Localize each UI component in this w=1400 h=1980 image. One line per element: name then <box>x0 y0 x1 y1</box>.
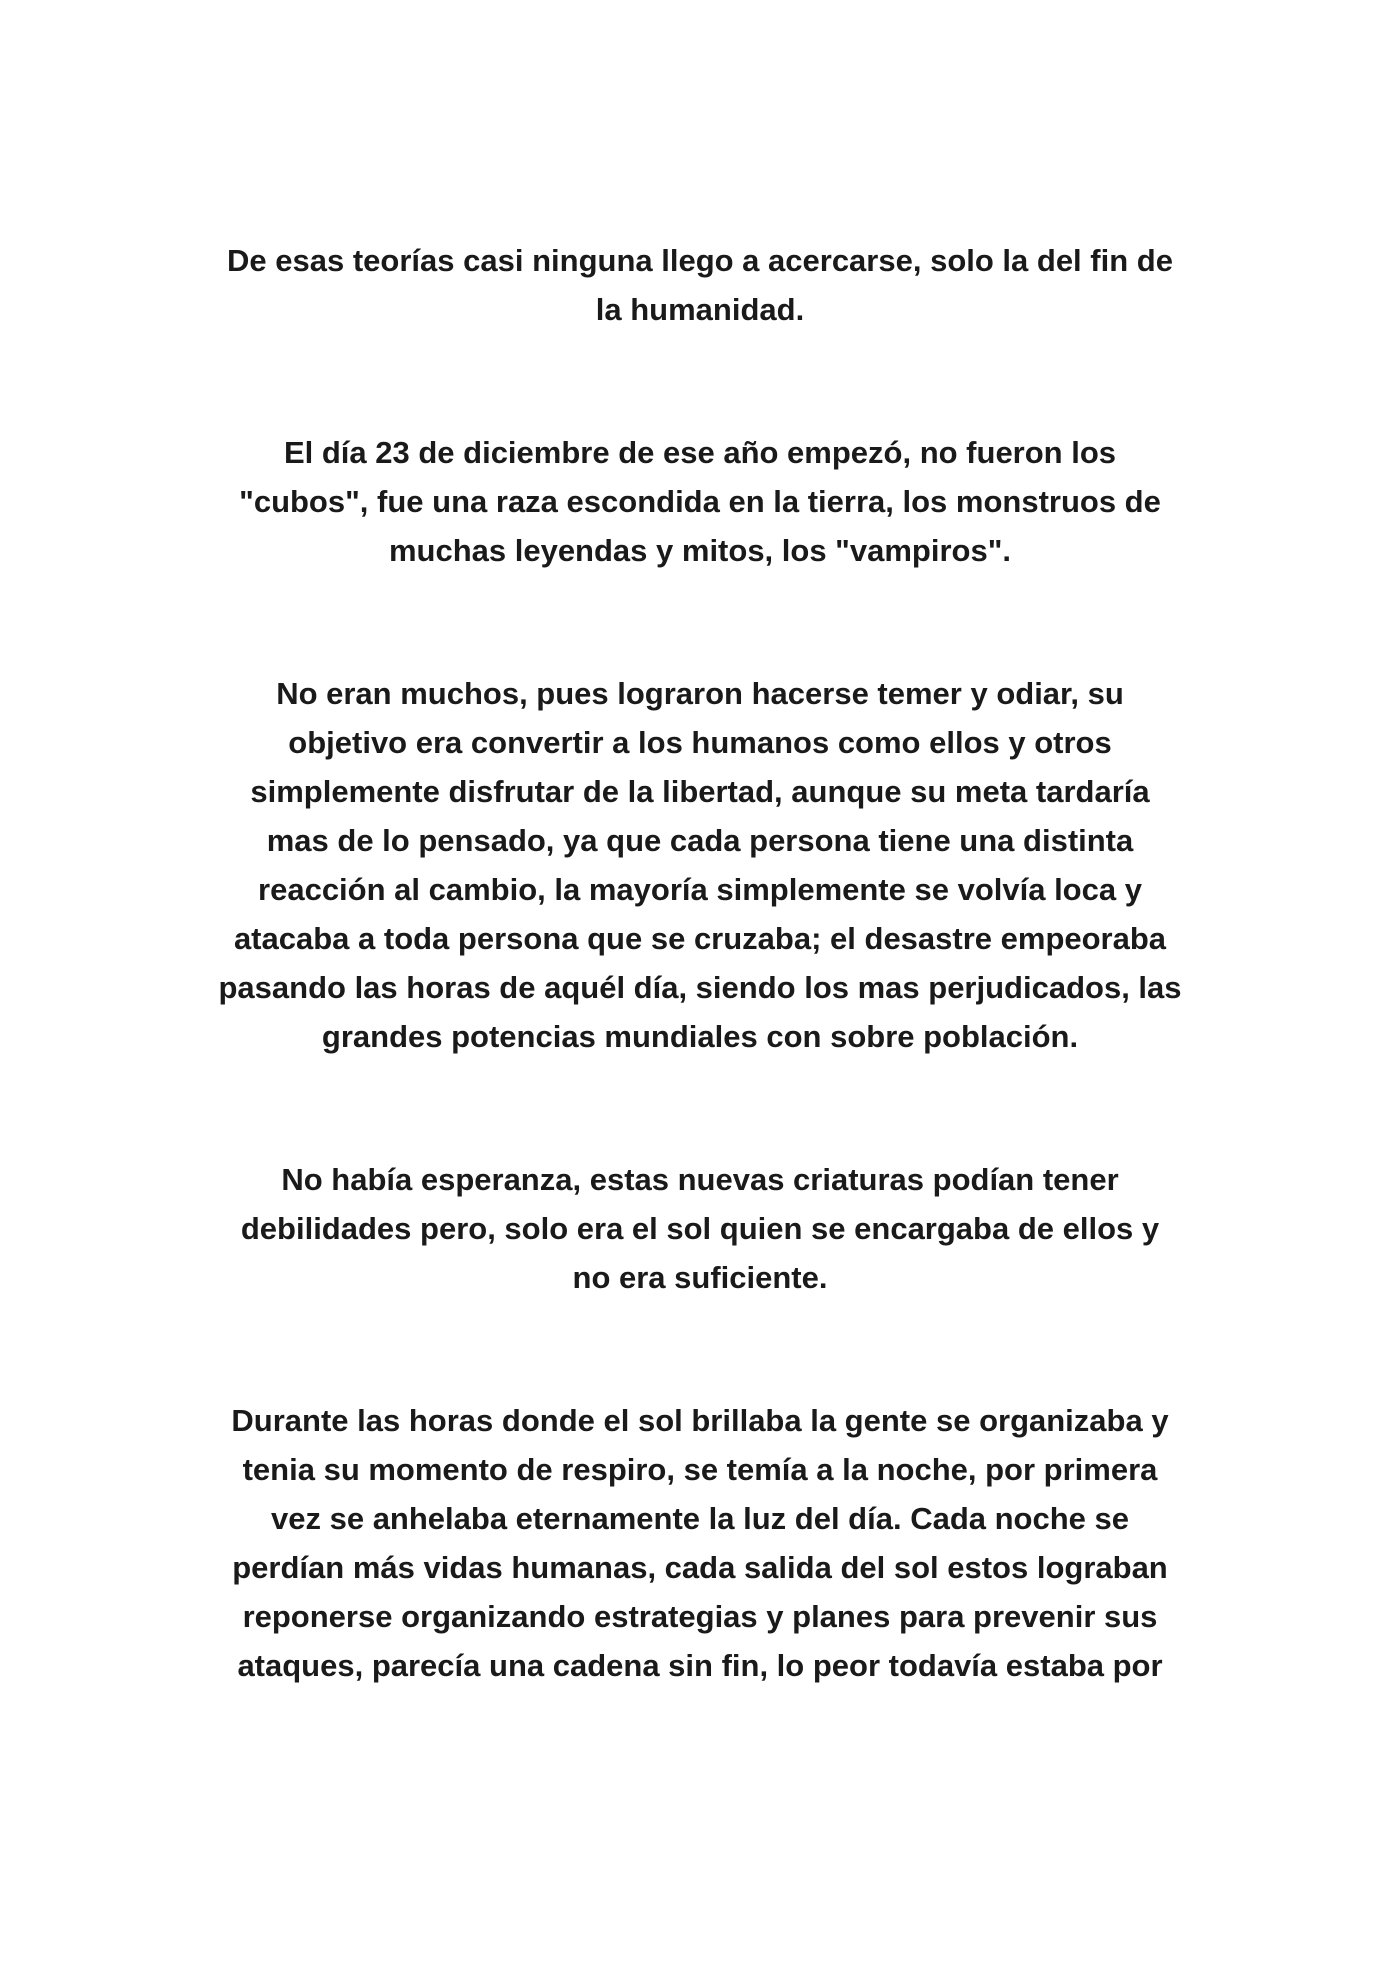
text-line: grandes potencias mundiales con sobre población. <box>321 1019 1079 1054</box>
text-line: No había esperanza, estas nuevas criaturas podían tener <box>281 1162 1119 1197</box>
text-line: mas de lo pensado, ya que cada persona tiene una distinta <box>266 823 1134 858</box>
text-line: Durante las horas donde el sol brillaba la gente se organizaba y <box>231 1403 1169 1438</box>
text-line: simplemente disfrutar de la libertad, aunque su meta tardaría <box>250 774 1150 809</box>
text-line: la humanidad. <box>595 292 805 327</box>
text-line: no era suficiente. <box>572 1260 828 1295</box>
text-line: "cubos", fue una raza escondida en la tierra, los monstruos de <box>239 484 1161 519</box>
paragraph-1 <box>175 236 1225 334</box>
text-line: objetivo era convertir a los humanos como ellos y otros <box>288 725 1112 760</box>
text-line: reacción al cambio, la mayoría simplemente se volvía loca y <box>258 872 1142 907</box>
paragraph-4 <box>175 1155 1225 1302</box>
paragraph-2 <box>175 428 1225 575</box>
paragraph-5 <box>175 1396 1225 1690</box>
text-body <box>175 236 1225 1690</box>
paragraph-3 <box>175 669 1225 1061</box>
text-line: El día 23 de diciembre de ese año empezó, no fueron los <box>283 435 1117 470</box>
text-line: vez se anhelaba eternamente la luz del día. Cada noche se <box>271 1501 1129 1536</box>
text-line: perdían más vidas humanas, cada salida del sol estos lograban <box>232 1550 1168 1585</box>
text-line: reponerse organizando estrategias y planes para prevenir sus <box>242 1599 1158 1634</box>
text-line: ataques, parecía una cadena sin fin, lo peor todavía estaba por <box>237 1648 1163 1683</box>
text-line: muchas leyendas y mitos, los "vampiros". <box>388 533 1012 568</box>
text-line: tenia su momento de respiro, se temía a la noche, por primera <box>242 1452 1158 1487</box>
text-line: debilidades pero, solo era el sol quien se encargaba de ellos y <box>240 1211 1160 1246</box>
text-line: atacaba a toda persona que se cruzaba; el desastre empeoraba <box>233 921 1167 956</box>
text-line: pasando las horas de aquél día, siendo los mas perjudicados, las <box>218 970 1182 1005</box>
text-line: De esas teorías casi ninguna llego a acercarse, solo la del fin de <box>227 243 1173 278</box>
text-line: No eran muchos, pues lograron hacerse temer y odiar, su <box>276 676 1124 711</box>
